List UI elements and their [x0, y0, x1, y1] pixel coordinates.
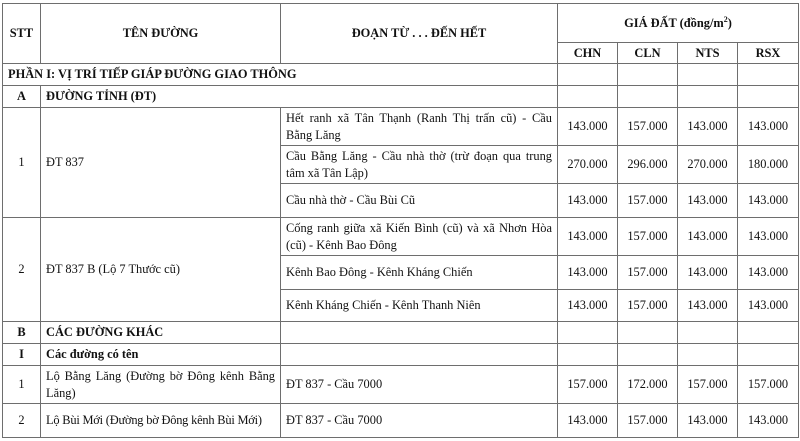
row-stt: 2 — [3, 218, 41, 322]
empty-cell — [738, 86, 799, 108]
header-gia-dat — [558, 4, 799, 43]
table-row — [3, 108, 799, 146]
price-rsx: 143.000 — [738, 184, 799, 218]
price-cln: 157.000 — [618, 290, 678, 322]
empty-cell — [738, 64, 799, 86]
price-rsx: 143.000 — [738, 290, 799, 322]
section-stt: B — [3, 322, 41, 344]
empty-cell — [678, 344, 738, 366]
price-cln: 157.000 — [618, 404, 678, 438]
road-name: ĐT 837 B (Lộ 7 Thước cũ) — [41, 218, 281, 322]
empty-cell — [558, 344, 618, 366]
price-cln: 157.000 — [618, 184, 678, 218]
header-gia-dat-sup: 2 — [723, 14, 728, 24]
section-stt: A — [3, 86, 41, 108]
road-name: ĐT 837 — [41, 108, 281, 218]
price-nts: 143.000 — [678, 184, 738, 218]
table-row — [3, 366, 799, 404]
empty-cell — [738, 344, 799, 366]
price-rsx: 143.000 — [738, 404, 799, 438]
empty-cell — [618, 64, 678, 86]
subsection-label: Các đường có tên — [41, 344, 281, 366]
empty-cell — [558, 322, 618, 344]
segment-desc: Cầu nhà thờ - Cầu Bùi Cũ — [281, 184, 558, 218]
header-doan-tu: ĐOẠN TỪ . . . ĐẾN HẾT — [281, 4, 558, 64]
header-cln: CLN — [618, 43, 678, 64]
price-rsx: 143.000 — [738, 108, 799, 146]
price-rsx: 157.000 — [738, 366, 799, 404]
price-cln: 157.000 — [618, 108, 678, 146]
header-chn: CHN — [558, 43, 618, 64]
price-cln: 296.000 — [618, 146, 678, 184]
price-rsx: 180.000 — [738, 146, 799, 184]
subsection-row — [3, 344, 799, 366]
empty-cell — [678, 322, 738, 344]
segment-desc: Cống ranh giữa xã Kiến Bình (cũ) và xã Nhơn Hòa (cũ) - Kênh Bao Đông — [281, 218, 558, 256]
segment-desc: Kênh Kháng Chiến - Kênh Thanh Niên — [281, 290, 558, 322]
section-row — [3, 86, 799, 108]
part-label: PHẦN I: VỊ TRÍ TIẾP GIÁP ĐƯỜNG GIAO THÔNG — [3, 64, 558, 86]
header-gia-dat-label: GIÁ ĐẤT (đồng/m — [624, 15, 724, 30]
empty-cell — [678, 86, 738, 108]
empty-cell — [738, 322, 799, 344]
segment-desc: ĐT 837 - Cầu 7000 — [281, 366, 558, 404]
price-nts: 270.000 — [678, 146, 738, 184]
header-ten-duong: TÊN ĐƯỜNG — [41, 4, 281, 64]
header-nts: NTS — [678, 43, 738, 64]
section-label: CÁC ĐƯỜNG KHÁC — [41, 322, 281, 344]
price-cln: 172.000 — [618, 366, 678, 404]
price-chn: 143.000 — [558, 290, 618, 322]
empty-cell — [618, 86, 678, 108]
land-price-table — [2, 3, 799, 438]
subsection-stt: I — [3, 344, 41, 366]
price-chn: 143.000 — [558, 108, 618, 146]
empty-cell — [281, 322, 558, 344]
road-name: Lộ Bùi Mới (Đường bờ Đông kênh Bùi Mới) — [41, 404, 281, 438]
road-name: Lộ Bằng Lăng (Đường bờ Đông kênh Bằng Lăng) — [41, 366, 281, 404]
empty-cell — [281, 344, 558, 366]
price-nts: 143.000 — [678, 404, 738, 438]
segment-desc: ĐT 837 - Cầu 7000 — [281, 404, 558, 438]
row-stt: 1 — [3, 366, 41, 404]
price-chn: 143.000 — [558, 218, 618, 256]
price-chn: 143.000 — [558, 184, 618, 218]
empty-cell — [618, 344, 678, 366]
header-gia-dat-close: ) — [727, 15, 732, 30]
price-chn: 270.000 — [558, 146, 618, 184]
empty-cell — [678, 64, 738, 86]
segment-desc: Hết ranh xã Tân Thạnh (Ranh Thị trấn cũ) - Cầu Bằng Lăng — [281, 108, 558, 146]
price-rsx: 143.000 — [738, 256, 799, 290]
table-row — [3, 404, 799, 438]
header-stt: STT — [3, 4, 41, 64]
header-rsx: RSX — [738, 43, 799, 64]
price-nts: 157.000 — [678, 366, 738, 404]
price-nts: 143.000 — [678, 256, 738, 290]
price-chn: 157.000 — [558, 366, 618, 404]
price-chn: 143.000 — [558, 256, 618, 290]
row-stt: 1 — [3, 108, 41, 218]
empty-cell — [558, 86, 618, 108]
price-cln: 157.000 — [618, 218, 678, 256]
price-nts: 143.000 — [678, 218, 738, 256]
price-cln: 157.000 — [618, 256, 678, 290]
price-rsx: 143.000 — [738, 218, 799, 256]
segment-desc: Kênh Bao Đông - Kênh Kháng Chiến — [281, 256, 558, 290]
segment-desc: Cầu Bằng Lăng - Cầu nhà thờ (trừ đoạn qua trung tâm xã Tân Lập) — [281, 146, 558, 184]
row-stt: 2 — [3, 404, 41, 438]
price-nts: 143.000 — [678, 290, 738, 322]
empty-cell — [618, 322, 678, 344]
empty-cell — [558, 64, 618, 86]
price-nts: 143.000 — [678, 108, 738, 146]
section-label: ĐƯỜNG TỈNH (ĐT) — [41, 86, 558, 108]
price-chn: 143.000 — [558, 404, 618, 438]
section-row — [3, 322, 799, 344]
table-row — [3, 218, 799, 256]
part-row — [3, 64, 799, 86]
